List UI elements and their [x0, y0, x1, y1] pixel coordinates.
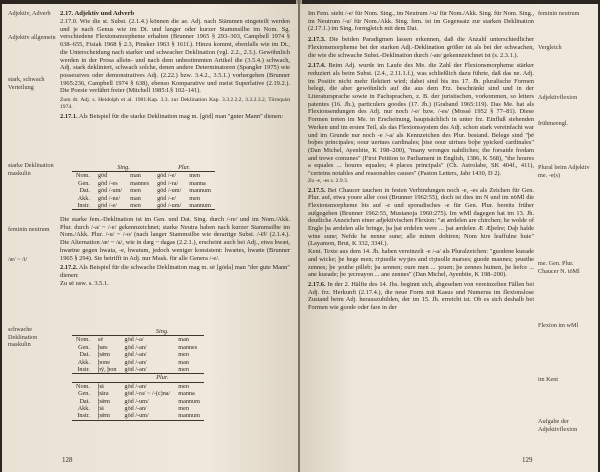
col-header: Sing. [94, 164, 153, 172]
margin-note: starke Deklination maskulin [8, 162, 54, 177]
weak-declension-table [72, 328, 204, 421]
table-row: Akk. þā gōd /-an/ men [77, 405, 189, 413]
table-row: Gen. þæs gōd /-an/ mannes [78, 343, 198, 351]
margin-note: Flexion im wMl [538, 322, 579, 329]
left-text-column-2 [60, 216, 290, 287]
para-text: Als Beispiel für die starke Deklination mag m. [gōd] man "guter Mann" dienen: [78, 112, 283, 120]
margin-note: Plural beim Adjektiv me. -e(s) [538, 164, 590, 179]
margin-note: frühmeengl. [538, 120, 569, 127]
para-number: 2.17.3. [308, 36, 326, 44]
paragraph [308, 62, 534, 178]
table-row: Nom. þā gōd /-an/ men [76, 382, 189, 390]
table-row: Nom. sē gōd /-a/ man [76, 336, 189, 344]
left-text-column [60, 10, 290, 120]
paragraph [308, 281, 534, 312]
margin-note: schwache Deklination maskulin [8, 326, 38, 349]
margin-note: me. Gen. Plur. Chaucer N. töMl [538, 260, 580, 275]
paragraph [308, 187, 534, 249]
margin-note: im Kent [538, 376, 559, 383]
table-row: Dat. þǣm gōd /-um/ mannum [79, 397, 200, 405]
para-text: Bei Chaucer tauchen in festen Verbindungen noch -e, -es als Zeichen für Gen. Plur. auf, etwa youre aller cost (Brunner 1962:55), doch ist dies im N und im nöMl die Flexionsmorpheme bis auf -e und sporadisches -e für Gen. Plur. bereits früher aufgegeben (Brunner 1962:55, Mustanoja 1960:275). Im wMl dagegen hat im 13. Jh. deutliche Anzeichen einer adjektivischen Flexion: "at ærdelen are chirchen; he wolde of Engle þa ærdelen alle bringe, þa þat erdelen were ... þat ærdelen Æ Æþelre; Daþ halde wine sune; Nefde he nenne sune; alle minen dohtren; Nom hire leaffulne huie" (Layamon, Brut, K 332, 334f.). [308, 186, 534, 248]
table-row: Dat. gōd /-um/ men gōd /-um/ mannum [79, 187, 211, 195]
margin-note: stark, schwach Verteilung [8, 76, 45, 91]
para-text: Beim Adj. wurde im Laufe des Me. die Zahl der Flexionsmorpheme stärker reduziert als beim Subst. (2.4., 2.11.1.f.), was schließlich dazu führte, daß das ne. Adj. im Positiv nicht mehr flektiert wird; dabei sind bis ins 17. Jh. pluralische Formen belegt, die aber gewöhnlich auf die aus dem Frz. beschränkt sind und in der Literatursprache sowie in Fachsprachen, z. B. der juristischen, vorkommen, so letters patentes (16. Jh.), particulers goodes (17. Jh.) (Graband 1965:119). Das Me. hat als Flexionsendungen des Adj. nur noch /-e/ bzw. /-es/ (Mossé 1952 § 77–81). Diese Formen treten im Me. in Erscheinung, hauptsächlich in unter frz. Einfluß stehenden Werken und im ersten Teil, als das Flexionssystem des Adj. schon stark vereinfacht war und im Grunde nur noch -e /-a/ als Kennzeichen des Plur. bestand. Belege sind "þē boþes principales; oour uertues cardinales; þise oour uirtues boþe ypicked cardinales" (Dan Michel, Ayenbite, K 198–200), "many wronges nahtliches; the forsaide fredam and trewe comunes" (First Petition to Parliament in English, 1386, K 568), "the houres a equales ... houres equales; 4 places principals" (Ch. Astrolabe, SK 404f., 411), "certeins notables and reasonables causes" (Paston Letters, Jahr 1430, D 2). [308, 62, 534, 178]
section-title: 2.17. Adjektiv und Adverb [60, 10, 135, 17]
para-text: In der 2. Hälfte des 14. Jhs. beginnt sich, abgesehen von vereinzelten Fällen bei Adj. frz. Herkunft (2.17.4.), die neue Form mit Kasus und Numerus im flexionslose Zustand beim Adj. herauszubilden, der im 15. Jh. erreicht ist. Ob es sich deshalb bei Formen wie goode oder fare in der [308, 281, 534, 312]
table-row: Gen. þāra gōd /-ra/ ~ /-(c)na/ manna [78, 390, 195, 398]
margin-note: Adjektiv allgemein [8, 34, 56, 41]
para-number: 2.17.1. [60, 112, 78, 120]
strong-declension-table [72, 164, 215, 210]
table-row: Instr. þȳ, þon gōd /-an/ men [72, 366, 204, 374]
paragraph: Im Fem. steht /-e/ für Nom. Sing., im Neutrum /-u/ für Nom./Akk. Sing. für Nom. Sing., im Neutrum /-u/ für Nom./Akk. Sing. fem. ist im Gegensatz zur starken Deklination (2.17.1.) im Sing. formgleich mit dem Dat. [308, 10, 534, 33]
paragraph: Die starke fem.-Deklination ist im Gen. und Dat. Sing. durch /-re/ und im Nom./Akk. Plur. durch /-a/ ~ /-e/ gekennzeichnet; starke Neutra haben nach kurzer Stammsilbe im Nom./Akk. Plur. /-u/ ~ /-o/ (nach langer Stammsilbe wie derartige Subst. /-Ø/ (2.1.4.). Die Alternation /æ/ ~ /a/, wie in dæg ~ dagas (2.2.1.), erscheint auch bei Adj., etwa hwæt, hwætne gegen hwata, -e, hwatum, jedoch weniger konsistent: hwætes, hwæte (Brunner 1965 § 294). Sie betrifft in Adj. nur Mask. für alle Genera /-e/. [60, 216, 290, 262]
table-row: Gen. gōd /-es mannes gōd /-ra/ manna [78, 179, 206, 187]
para-text: Die beiden Paradigmen lassen erkennen, daß die Anzahl unterschiedlicher Flexionsmorpheme bei der starken Adj.-Deklination größer ist als bei der schwachen, die wie die schwache Subst.-Deklination durch /-an/ gekennzeichnet ist (s. 2.3.1.). [308, 36, 534, 59]
margin-note: Vergleich [538, 44, 562, 51]
margin-note: Adjektiv, Adverb [8, 10, 51, 17]
col-header: Plur. [120, 374, 203, 382]
paragraph: Kent. Texte aus dem 14. Jh. haben vereinzelt -e /-a/ als Pluralzeichen: "guodene kueade and wicke; þe hege men; riȝtuolle wyȝtes and riȝtuolle marses; guode mannes; ȝeuethe zennes; þe ȝeuthe pilleb; þa sennen; oure men ... ȝeuen; þe zennes huinen, þe hefce ... ane kueade; þe ȝecreayon ... ane zennes" (Dan Michel, Ayenbite, K 198–200). [308, 248, 534, 279]
paragraph [60, 113, 290, 121]
table-row: Akk. þone gōd /-an/ man [77, 358, 189, 366]
margin-note: Aufgabe der Adjektivflexion [538, 418, 578, 433]
margin-note: /æ/ ~ /i/ [8, 256, 28, 263]
table-row: Nom. gōd man gōd /-e/ men [76, 172, 200, 180]
paragraph [60, 264, 290, 279]
para-number: 2.17.2. [60, 264, 78, 272]
paragraph: Zu sē usw. s. 3.5.1. [60, 279, 109, 287]
table-row: Akk. gōd /-ne/ man gōd /-e/ men [77, 194, 200, 202]
col-header: Plur. [153, 164, 215, 172]
table-row: Dat. þǣm gōd /-an/ men [79, 351, 189, 359]
paragraph [308, 36, 534, 59]
para-number: 2.17.5. [308, 186, 326, 194]
table-row: Instr. gōd /-e/ men gōd /-um/ mannum [72, 202, 215, 210]
table-row: Instr. þǣm gōd /-um/ mannum [72, 412, 204, 420]
paragraph: 2.17.0. Wie die st. Subst. (2.1.4.) können die ae. Adj. nach Stämmen eingeteilt werden und je nach Genus wie im Dt. und langer oder kurzer Stammsilbe im Nom. Sg. verschiedene Flexionsmorpheme erhalten (Brunner 1965 § 293–303, Campbell 1974 § 638–655, Fisiak 1968 § 2.3, Pinsker 1963 § 161f.). Hinzu kommt, ebenfalls wie im Dt., die Unterscheidung nach starker und schwacher Deklination (vgl. 2.2., 2.3.). Gewöhnlich werden in der Prosa allein- und nach dem unbestimmten Artikel die (3.5.4.) schwach, Adj. stark dekliniert, schwach solche, denen andere Determinatoren (Spangler 1975) wie possessives oder demonstratives Adj. (2.22.) bzw. 3.4.2., 3.5.1.) vorhergehen (Brunner 1965:236, Campbell 1974 § 638), ebenso Komparative und meist Superlative (2.19.2.). Die Poesie verfährt freier (Mitchell 1985:I.§ 102–141). [60, 18, 290, 95]
page-number: 129 [522, 456, 533, 464]
margin-note: Adjektivflexion [538, 94, 578, 101]
margin-note: feminin neutrum [8, 226, 50, 233]
para-number: 2.17.4. [308, 62, 326, 70]
right-text-column [308, 10, 534, 312]
reference-note: Zu -e, -es s. 2.9.3. [308, 177, 349, 184]
margin-note: feminin neutrum [538, 10, 580, 17]
right-page [300, 4, 598, 472]
para-number: 2.17.6. [308, 281, 326, 288]
page-number: 128 [62, 456, 73, 464]
reference-note: Zum dt. Adj. s. Heidolph et al. 1981:Kap. 3.3. zur Deklination Kap. 3.3.2.2.2, 3.3.2.3.2, Törnquist 1974. [60, 97, 290, 110]
para-text: Als Beispiel für die schwache Deklination mag m. sē [gōda] man "der gute Mann" dienen: [60, 264, 290, 279]
col-header: Sing. [120, 328, 203, 336]
left-page [2, 4, 298, 472]
